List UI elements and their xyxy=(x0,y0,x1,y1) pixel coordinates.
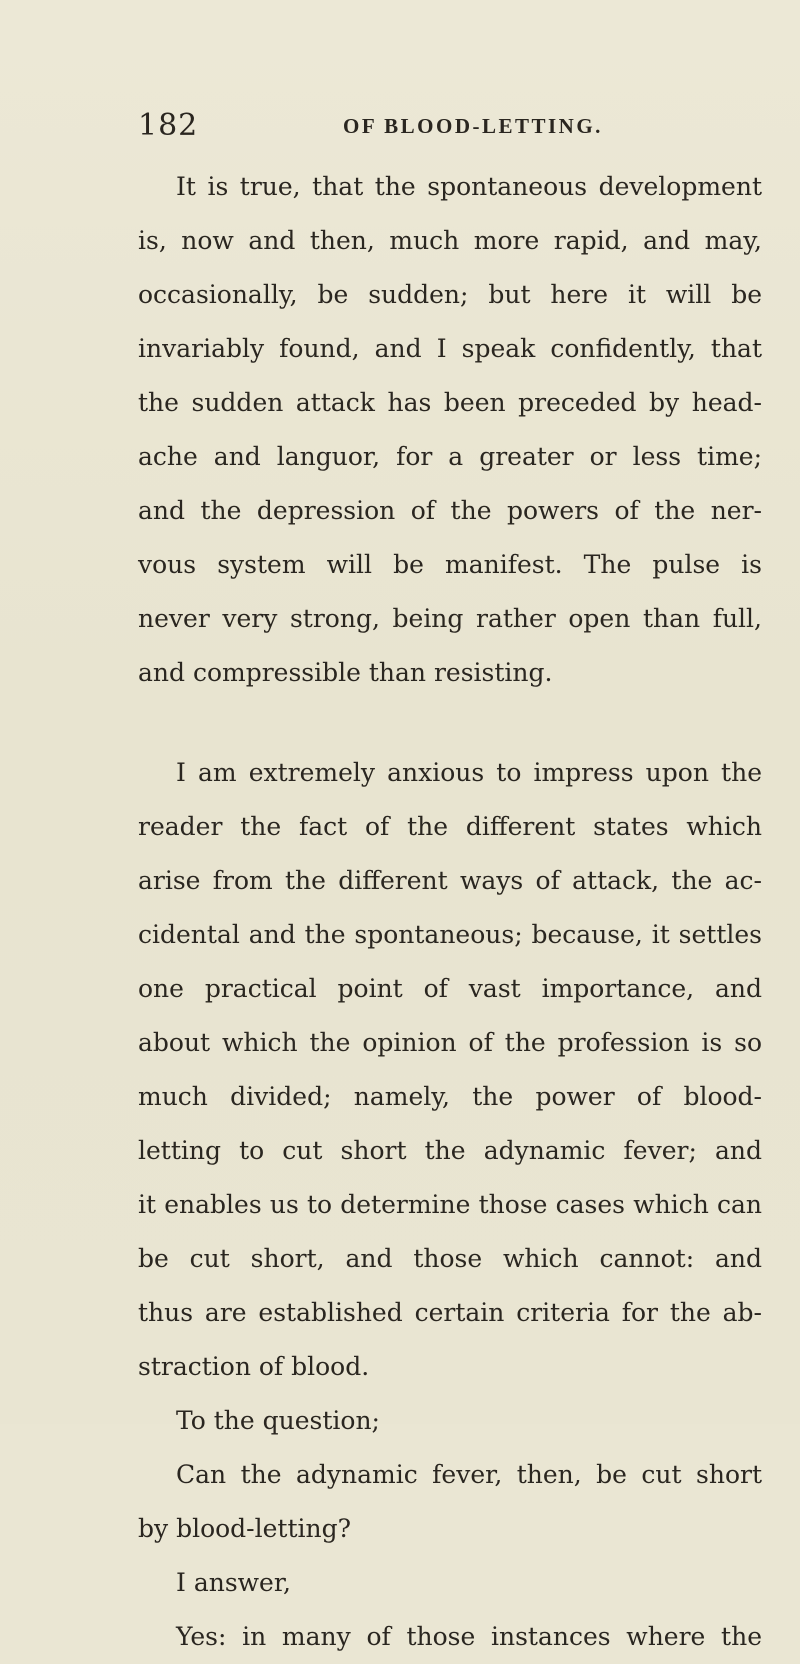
text-line: cidental and the spontaneous; because, it settles xyxy=(138,920,762,949)
running-title: OF BLOOD-LETTING. xyxy=(343,114,603,138)
text-line: To the question; xyxy=(176,1406,380,1435)
text-line: and the depression of the powers of the ner- xyxy=(138,496,762,525)
page-header xyxy=(138,108,778,148)
text-line: vous system will be manifest. The pulse is xyxy=(138,550,762,579)
text-line: one practical point of vast importance, and xyxy=(138,974,762,1003)
text-line: ache and languor, for a greater or less time; xyxy=(138,442,762,471)
paragraph-gap xyxy=(138,700,762,746)
text-line: by blood-letting? xyxy=(138,1514,352,1543)
text-line: arise from the different ways of attack, the ac- xyxy=(138,866,762,895)
text-line: the sudden attack has been preceded by head- xyxy=(138,388,762,417)
text-line: I am extremely anxious to impress upon the xyxy=(176,758,762,787)
paragraph xyxy=(138,1610,762,1664)
text-line: letting to cut short the adynamic fever; and xyxy=(138,1136,762,1165)
paragraph xyxy=(138,1448,762,1556)
text-line: be cut short, and those which cannot: and xyxy=(138,1244,762,1273)
text-line: reader the fact of the different states which xyxy=(138,812,762,841)
body-text xyxy=(138,160,762,1664)
text-line: occasionally, be sudden; but here it will be xyxy=(138,280,762,309)
text-line: never very strong, being rather open than full, xyxy=(138,604,762,633)
text-line: thus are established certain criteria for the ab- xyxy=(138,1298,762,1327)
text-line: straction of blood. xyxy=(138,1352,370,1381)
text-line: it enables us to determine those cases which can xyxy=(138,1190,762,1219)
text-line: I answer, xyxy=(176,1568,292,1597)
text-line: Can the adynamic fever, then, be cut short xyxy=(176,1460,762,1489)
text-line: much divided; namely, the power of blood- xyxy=(138,1082,762,1111)
paragraph xyxy=(138,746,762,1394)
text-line: and compressible than resisting. xyxy=(138,658,553,687)
paragraph xyxy=(138,1556,762,1610)
paragraph xyxy=(138,160,762,700)
text-line: is, now and then, much more rapid, and may, xyxy=(138,226,762,255)
page-number: 182 xyxy=(138,108,199,143)
text-line: It is true, that the spontaneous development xyxy=(176,172,762,201)
text-line: invariably found, and I speak confidently, that xyxy=(138,334,762,363)
text-line: Yes: in many of those instances where the xyxy=(176,1622,762,1651)
paragraph xyxy=(138,1394,762,1448)
text-line: about which the opinion of the profession is so xyxy=(138,1028,762,1057)
